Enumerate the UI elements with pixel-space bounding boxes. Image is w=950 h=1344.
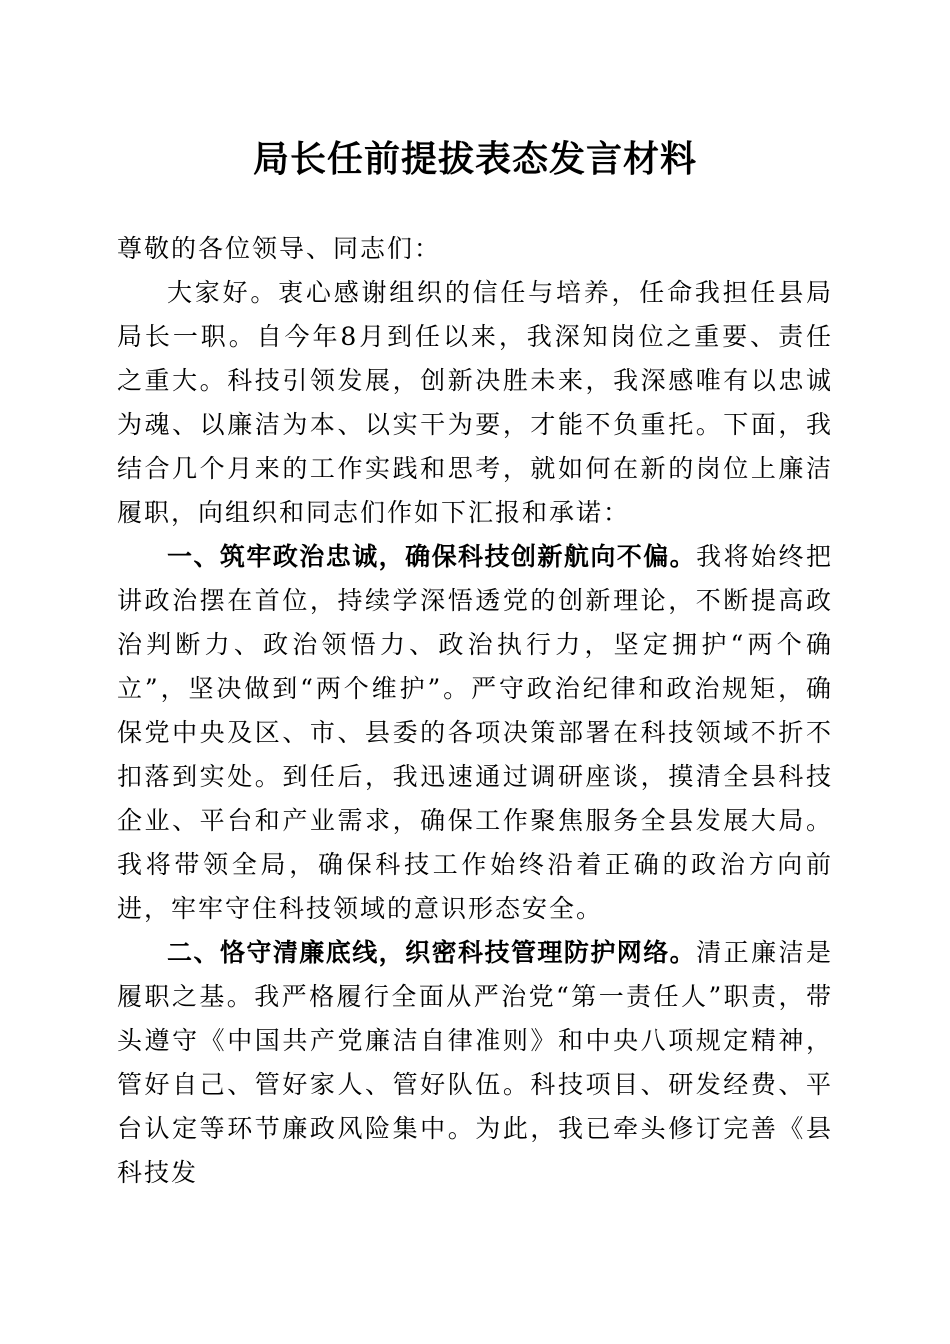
paragraph-text: 大家好。衷心感谢组织的信任与培养，任命我担任县局局长一职。自今年8月到任以来，我深知岗位之重要、责任之重大。科技引领发展，创新决胜未来，我深感唯有以忠诚为魂、以廉洁为本、以实干为要，才能不负重托。下面，我结合几个月来的工作实践和思考，就如何在新的岗位上廉洁履职，向组织和同志们作如下汇报和承诺： [117, 278, 833, 527]
paragraph-text: 我将始终把讲政治摆在首位，持续学深悟透党的创新理论，不断提高政治判断力、政治领悟力、政治执行力，坚定拥护“两个确立”，坚决做到“两个维护”。严守政治纪律和政治规矩，确保党中央及区、市、县委的各项决策部署在科技领域不折不扣落到实处。到任后，我迅速通过调研座谈，摸清全县科技企业、平台和产业需求，确保工作聚焦服务全县发展大局。我将带领全局，确保科技工作始终沿着正确的政治方向前进，牢牢守住科技领域的意识形态安全。 [117, 542, 833, 923]
section-heading: 一、筑牢政治忠诚，确保科技创新航向不偏。 [167, 542, 697, 571]
document-body [117, 227, 833, 1195]
salutation: 尊敬的各位领导、同志们： [117, 234, 442, 263]
paragraph-section-2 [117, 931, 833, 1195]
section-heading: 二、恪守清廉底线，织密科技管理防护网络。 [167, 938, 697, 967]
paragraph-text: 清正廉洁是履职之基。我严格履行全面从严治党“第一责任人”职责，带头遵守《中国共产党廉洁自律准则》和中央八项规定精神，管好自己、管好家人、管好队伍。科技项目、研发经费、平台认定等环节廉政风险集中。为此，我已牵头修订完善《县科技发 [117, 938, 833, 1187]
paragraph-intro [117, 271, 833, 535]
paragraph-section-1 [117, 535, 833, 931]
document-title: 局长任前提拔表态发言材料 [252, 138, 697, 180]
